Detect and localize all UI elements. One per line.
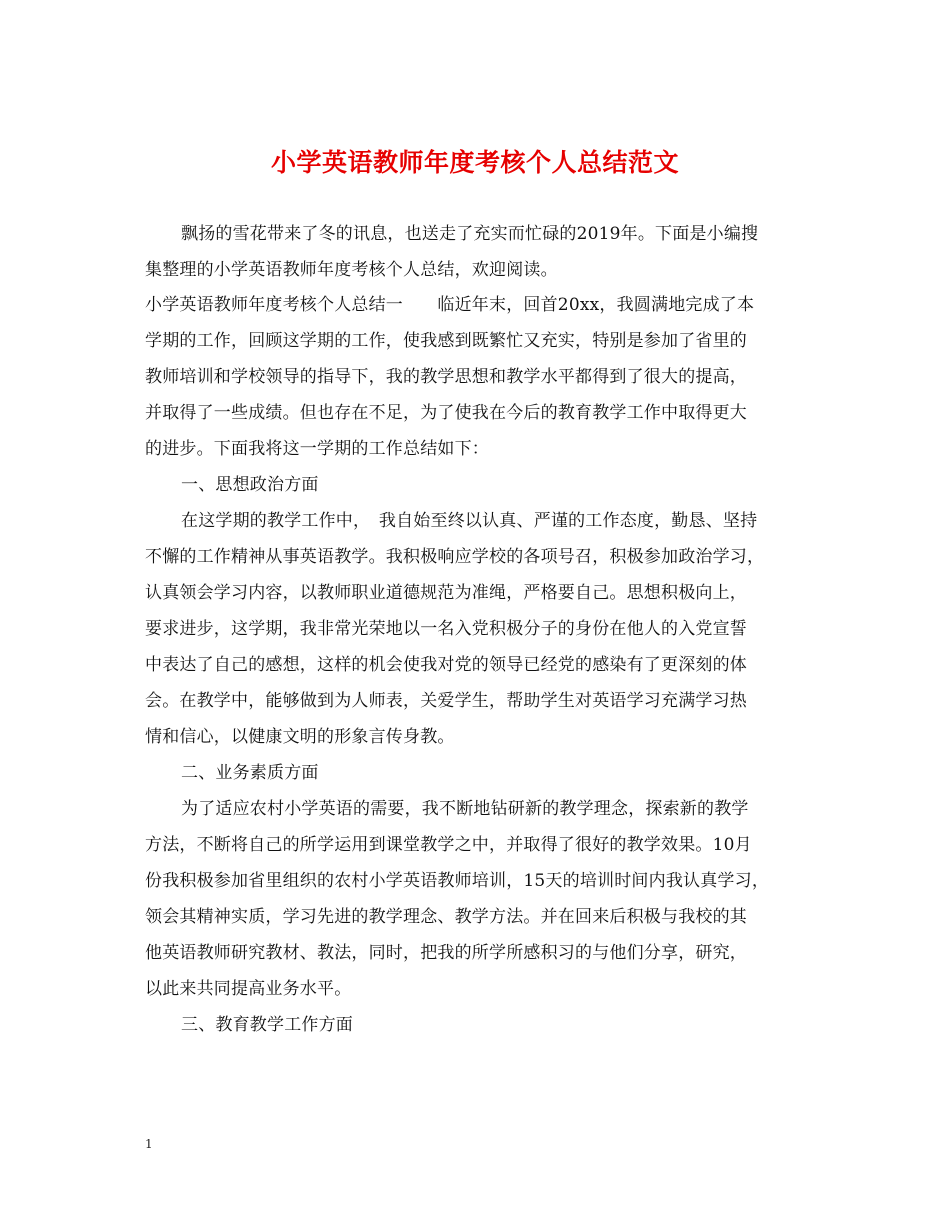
document-title: 小学英语教师年度考核个人总结范文: [270, 148, 679, 177]
section-heading: 一、思想政治方面: [181, 475, 319, 495]
paragraph-line: 集整理的小学英语教师年度考核个人总结，欢迎阅读。: [145, 260, 558, 280]
paragraph-line: 领会其精神实质，学习先进的教学理念、教学方法。并在回来后积极与我校的其: [145, 907, 747, 927]
paragraph-line: 以此来共同提高业务水平。: [145, 979, 352, 999]
paragraph-line: 不懈的工作精神从事英语教学。我积极响应学校的各项号召，积极参加政治学习，: [145, 547, 765, 567]
paragraph-line: 飘扬的雪花带来了冬的讯息，也送走了充实而忙碌的2019年。下面是小编搜: [181, 224, 759, 244]
section-heading: 二、业务素质方面: [181, 763, 319, 783]
paragraph-line: 在这学期的教学工作中， 我自始至终以认真、严谨的工作态度，勤恳、坚持: [181, 511, 758, 531]
page-number: 1: [145, 1137, 153, 1151]
paragraph-line: 方法，不断将自己的所学运用到课堂教学之中，并取得了很好的教学效果。10月: [145, 835, 752, 855]
paragraph-line: 小学英语教师年度考核个人总结一 临近年末，回首20xx，我圆满地完成了本: [145, 295, 755, 315]
section-heading: 三、教育教学工作方面: [181, 1015, 353, 1035]
paragraph-line: 情和信心，以健康文明的形象言传身教。: [145, 727, 455, 747]
paragraph-line: 教师培训和学校领导的指导下，我的教学思想和教学水平都得到了很大的提高，: [145, 367, 747, 387]
paragraph-line: 学期的工作，回顾这学期的工作，使我感到既繁忙又充实，特别是参加了省里的: [145, 331, 747, 351]
paragraph-line: 份我积极参加省里组织的农村小学英语教师培训，15天的培训时间内我认真学习，: [145, 871, 770, 891]
paragraph-line: 会。在教学中，能够做到为人师表，关爱学生，帮助学生对英语学习充满学习热: [145, 691, 747, 711]
paragraph-line: 为了适应农村小学英语的需要，我不断地钻研新的教学理念，探索新的教学: [181, 799, 749, 819]
paragraph-line: 认真领会学习内容，以教师职业道德规范为准绳，严格要自己。思想积极向上，: [145, 583, 747, 603]
paragraph-line: 并取得了一些成绩。但也存在不足，为了使我在今后的教育教学工作中取得更大: [145, 403, 747, 423]
paragraph-line: 他英语教师研究教材、教法，同时，把我的所学所感积习的与他们分享，研究，: [145, 943, 747, 963]
paragraph-line: 的进步。下面我将这一学期的工作总结如下：: [145, 439, 489, 459]
paragraph-line: 要求进步，这学期，我非常光荣地以一名入党积极分子的身份在他人的入党宣誓: [145, 619, 747, 639]
paragraph-line: 中表达了自己的感想，这样的机会使我对党的领导已经党的感染有了更深刻的体: [145, 655, 747, 675]
